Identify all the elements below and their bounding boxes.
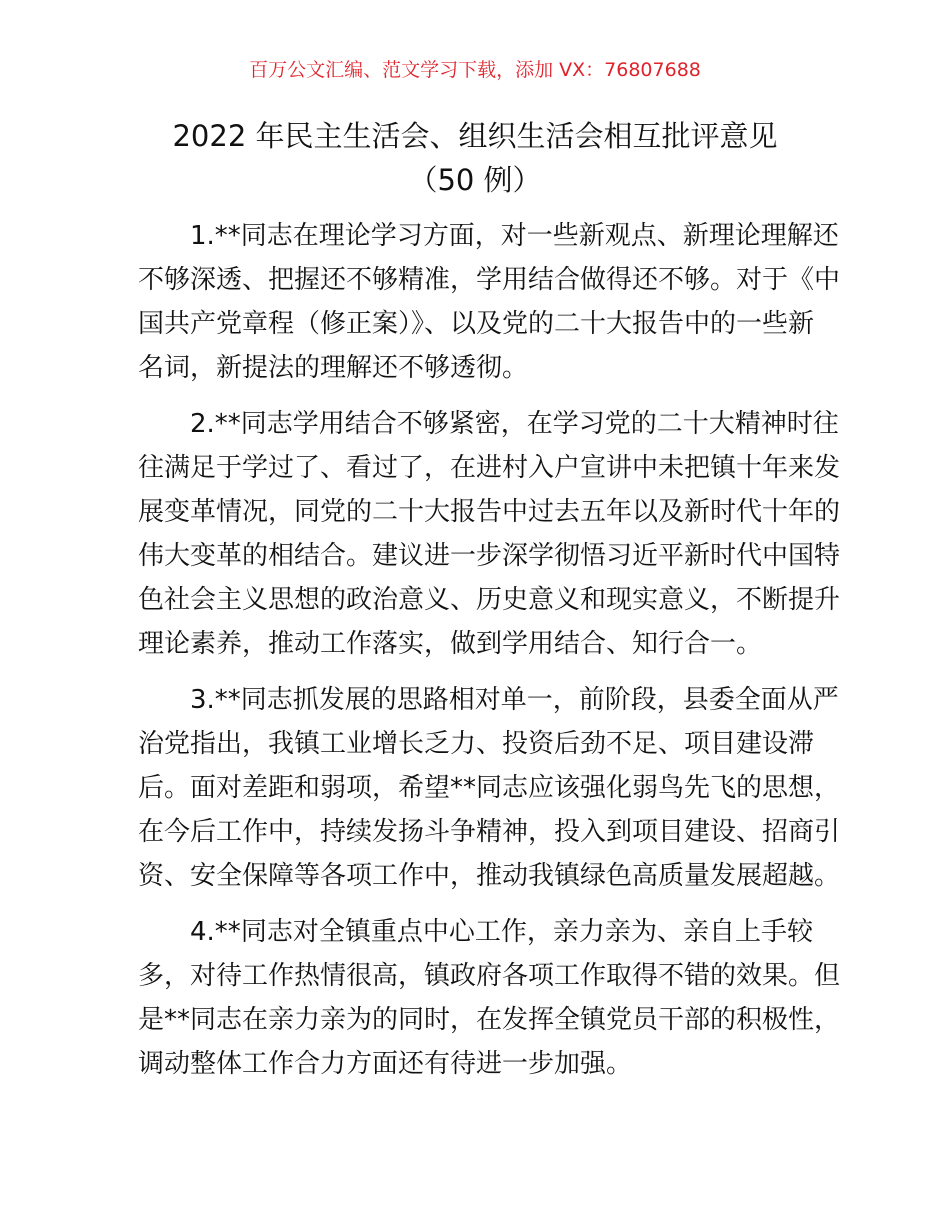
paragraph-line: 国共产党章程（修正案）》、以及党的二十大报告中的一些新	[138, 309, 815, 339]
paragraph-1	[138, 214, 841, 390]
title-line-1: 2022 年民主生活会、组织生活会相互批评意见	[172, 119, 778, 153]
paragraph-line: 往满足于学过了、看过了，在进村入户宣讲中未把镇十年来发	[138, 453, 841, 483]
paragraph-line: 资、安全保障等各项工作中，推动我镇绿色高质量发展超越。	[138, 861, 841, 891]
paragraph-line: 多，对待工作热情很高，镇政府各项工作取得不错的效果。但	[138, 961, 841, 991]
paragraph-line: 2.**同志学用结合不够紧密，在学习党的二十大精神时往	[190, 409, 839, 439]
paragraph-line: 是**同志在亲力亲为的同时，在发挥全镇党员干部的积极性，	[138, 1005, 841, 1035]
paragraph-line: 不够深透、把握还不够精准，学用结合做得还不够。对于《中	[138, 265, 841, 295]
title-line-2: （50 例）	[408, 163, 542, 197]
paragraph-4	[138, 910, 841, 1086]
document-body	[138, 214, 841, 1098]
paragraph-line: 1.**同志在理论学习方面，对一些新观点、新理论理解还	[190, 221, 839, 251]
paragraph-line: 3.**同志抓发展的思路相对单一，前阶段，县委全面从严	[190, 685, 839, 715]
paragraph-2	[138, 402, 841, 666]
paragraph-line: 调动整体工作合力方面还有待进一步加强。	[138, 1049, 633, 1079]
paragraph-3	[138, 678, 841, 898]
paragraph-line: 治党指出，我镇工业增长乏力、投资后劲不足、项目建设滞	[138, 729, 815, 759]
paragraph-line: 展变革情况，同党的二十大报告中过去五年以及新时代十年的	[138, 497, 841, 527]
paragraph-line: 名词，新提法的理解还不够透彻。	[138, 353, 529, 383]
paragraph-line: 4.**同志对全镇重点中心工作，亲力亲为、亲自上手较	[190, 917, 813, 947]
paragraph-line: 色社会主义思想的政治意义、历史意义和现实意义，不断提升	[138, 585, 841, 615]
watermark-header: 百万公文汇编、范文学习下载，添加 VX：76807688	[249, 59, 701, 81]
document-title	[100, 114, 850, 202]
paragraph-line: 后。面对差距和弱项，希望**同志应该强化弱鸟先飞的思想，	[138, 773, 841, 803]
paragraph-line: 伟大变革的相结合。建议进一步深学彻悟习近平新时代中国特	[138, 541, 841, 571]
paragraph-line: 在今后工作中，持续发扬斗争精神，投入到项目建设、招商引	[138, 817, 841, 847]
paragraph-line: 理论素养，推动工作落实，做到学用结合、知行合一。	[138, 629, 763, 659]
